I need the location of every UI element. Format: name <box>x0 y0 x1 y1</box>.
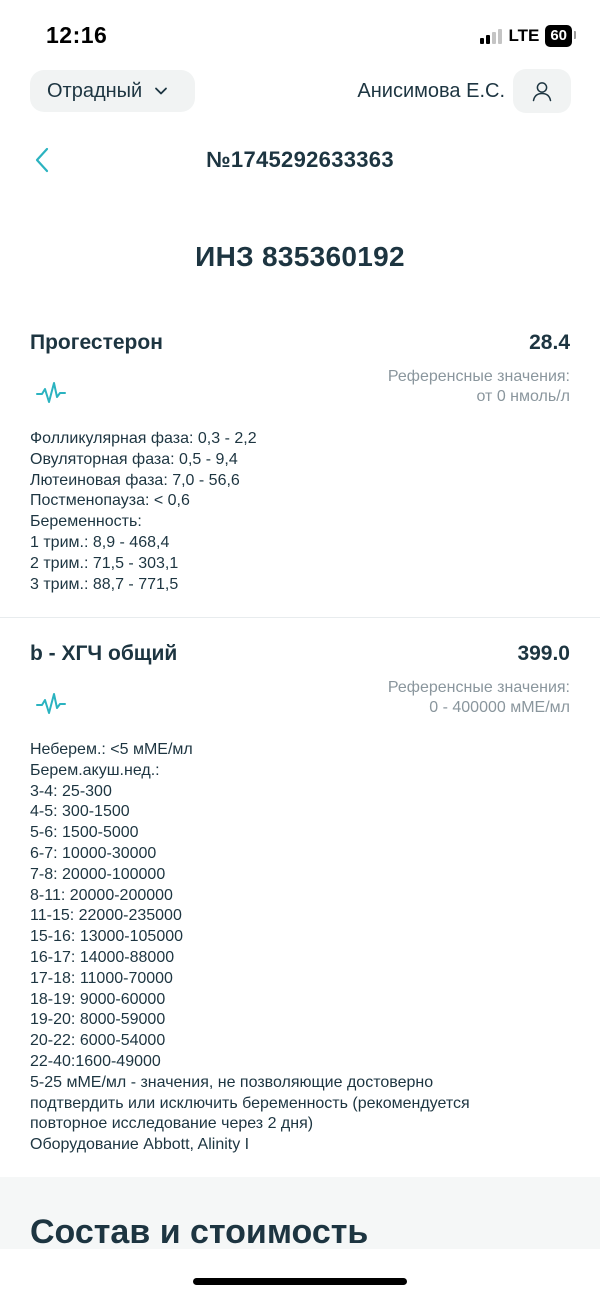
user-name: Анисимова Е.С. <box>357 80 505 102</box>
status-indicators <box>480 25 572 47</box>
pulse-chart-icon[interactable] <box>36 380 66 406</box>
result-value: 28.4 <box>529 331 570 354</box>
battery-icon: 60 <box>545 25 572 47</box>
result-card <box>30 331 570 601</box>
result-value: 399.0 <box>517 642 570 665</box>
result-notes: Неберем.: <5 мМЕ/мл Берем.акуш.нед.: 3-4: 25-300 4-5: 300-1500 5-6: 1500-5000 6-7: 10000-30000 7-8: 20000-100000 8-11: 20000-200000 11-15: 22000-235000 15-16: 13000-105000 16-17: 14000-88000 17-18: 11000-70000 18-19: 9000-60000 19-20: 8000-59000 20-22: 6000-54000 22-40:1600-49000 5-25 мМЕ/мл - значения, не позволяющие достоверно подтвердить или исключить беременность (рекомендуется повторное исследование через 2 дня) Оборудование Abbott, Alinity I <box>30 741 470 1154</box>
network-type: LTE <box>508 26 540 45</box>
reference-range: от 0 нмоль/л <box>476 388 570 405</box>
inz-number: ИНЗ 835360192 <box>195 241 405 272</box>
reference-label: Референсные значения: <box>387 368 570 385</box>
result-card <box>30 642 570 1162</box>
location-selector[interactable] <box>30 70 195 112</box>
divider <box>0 617 600 618</box>
user-icon <box>530 79 554 103</box>
status-time: 12:16 <box>46 22 108 48</box>
section-title: Состав и стоимость <box>30 1213 369 1249</box>
chevron-down-icon <box>154 86 168 96</box>
home-indicator[interactable] <box>193 1278 407 1285</box>
location-label: Отрадный <box>47 79 143 102</box>
reference-label: Референсные значения: <box>387 679 570 696</box>
result-notes: Фолликулярная фаза: 0,3 - 2,2 Овуляторная фаза: 0,5 - 9,4 Лютеиновая фаза: 7,0 - 56,6 Постменопауза: < 0,6 Беременность: 1 трим.: 8,9 - 468,4 2 трим.: 71,5 - 303,1 3 трим.: 88,7 - 771,5 <box>30 430 257 593</box>
order-number: №1745292633363 <box>206 147 394 172</box>
reference-values <box>388 678 570 718</box>
signal-icon <box>480 28 502 44</box>
reference-range: 0 - 400000 мМЕ/мл <box>429 699 570 716</box>
result-name: Прогестерон <box>30 331 163 354</box>
result-name: b - ХГЧ общий <box>30 642 178 665</box>
reference-values <box>388 367 570 407</box>
bottom-area <box>0 1249 600 1297</box>
user-profile-button[interactable] <box>513 69 571 113</box>
pulse-chart-icon[interactable] <box>36 691 66 717</box>
status-bar <box>0 0 600 70</box>
